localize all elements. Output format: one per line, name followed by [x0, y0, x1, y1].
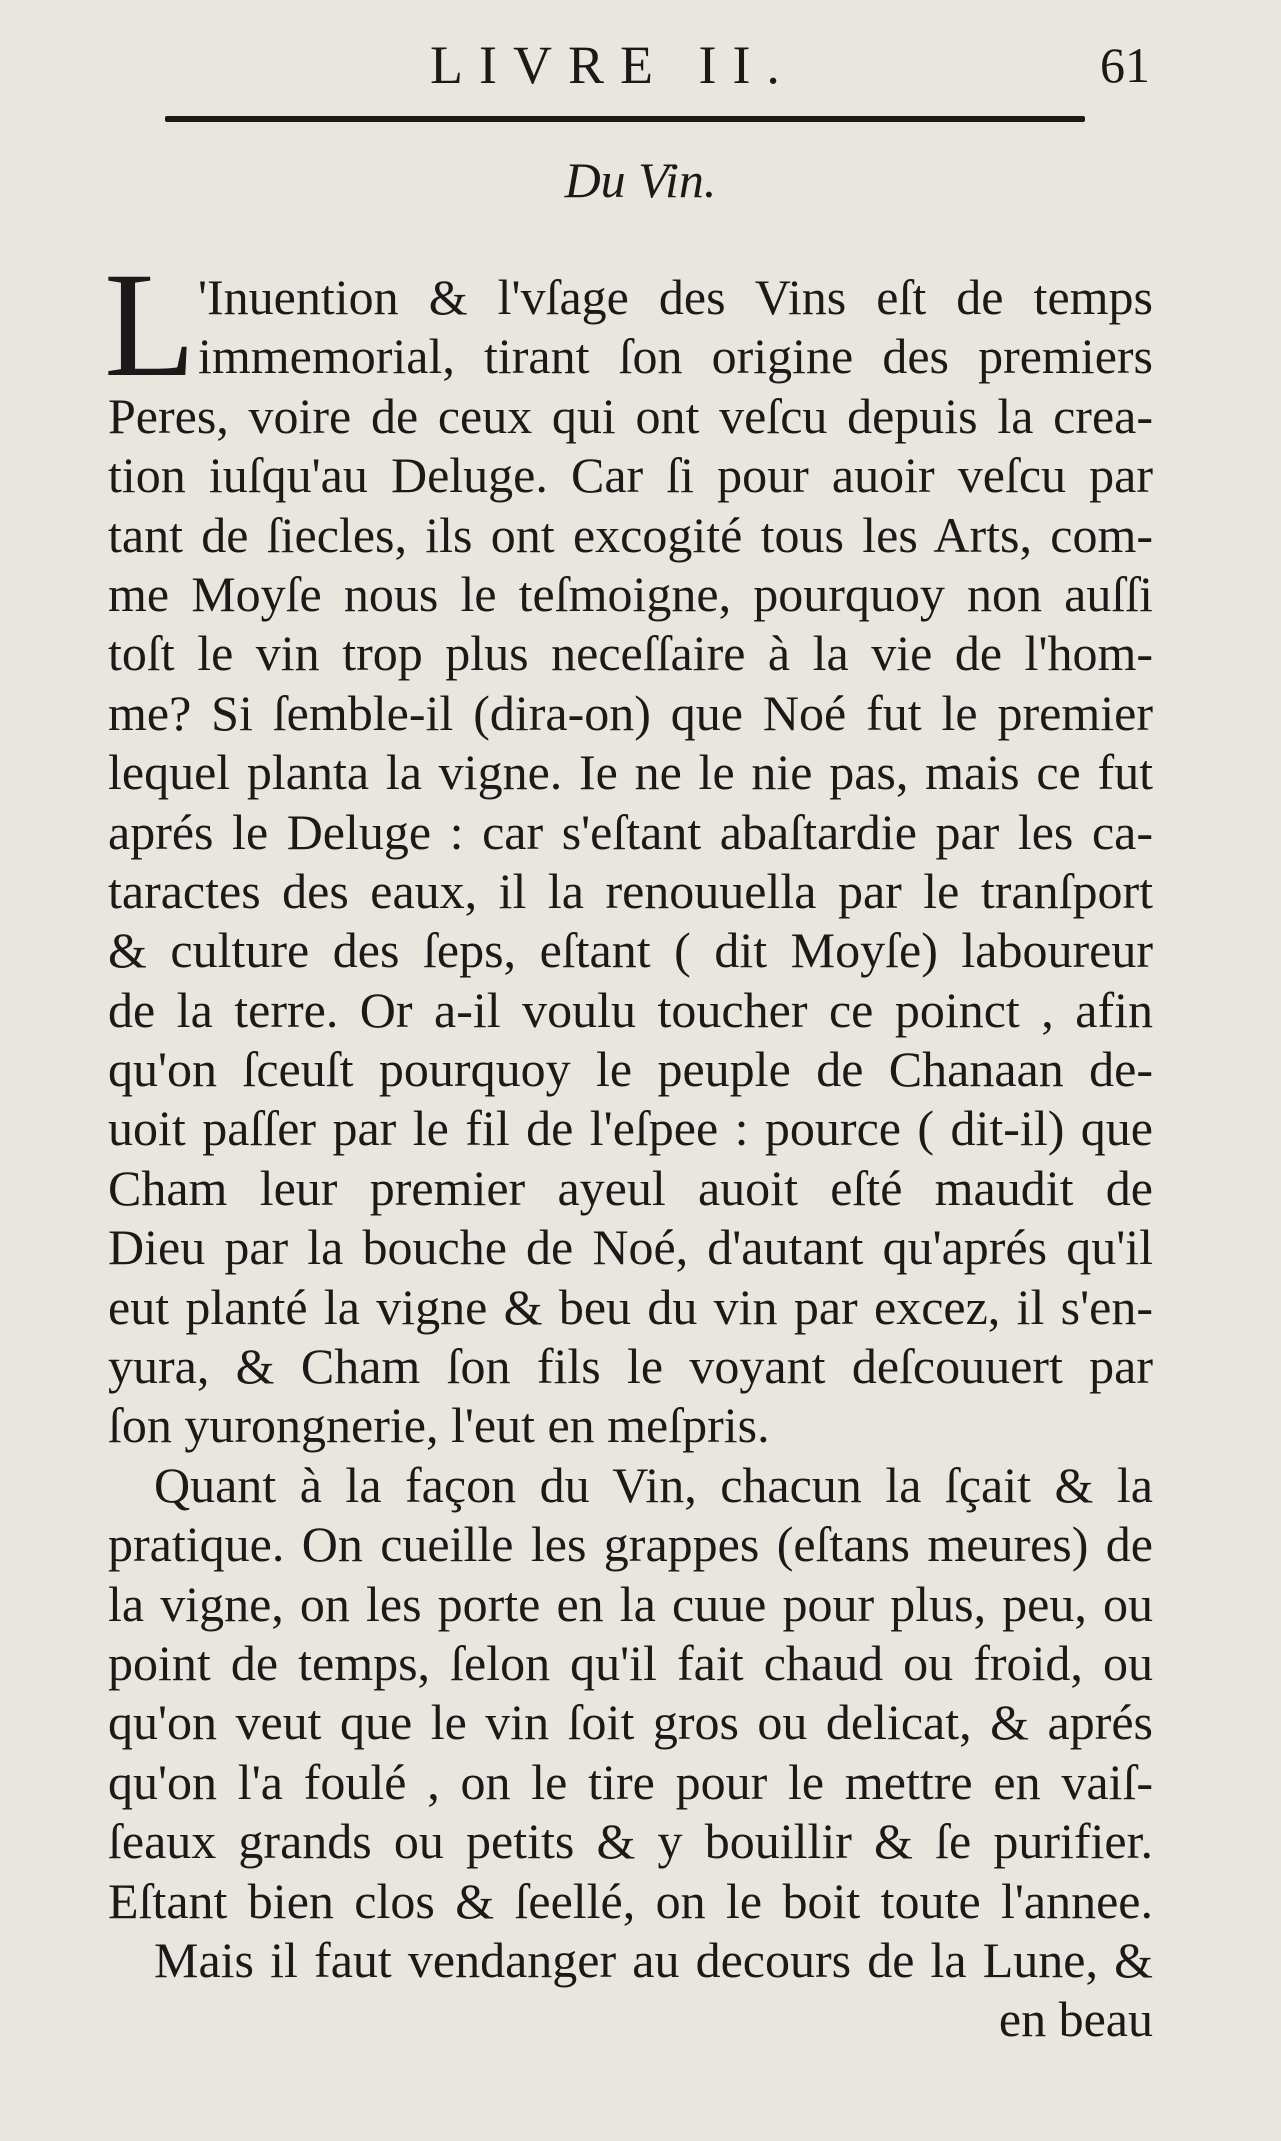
text-line: yura, & Cham ſon fils le voyant deſcouuert par	[108, 1338, 1153, 1395]
text-line: ſeaux grands ou petits & y bouillir & ſe purifier.	[108, 1813, 1153, 1870]
text-line: tant de ſiecles, ils ont excogité tous les Arts, com-	[108, 506, 1153, 563]
text-line: me? Si ſemble-il (dira-on) que Noé fut le premier	[108, 684, 1153, 741]
running-title: LIVRE II.	[430, 35, 796, 95]
paragraph-2	[108, 1456, 1153, 1931]
catchword: en beau	[998, 1991, 1153, 2048]
page-number: 61	[1100, 37, 1150, 93]
text-line: qu'on veut que le vin ſoit gros ou delicat, & aprés	[108, 1694, 1153, 1751]
text-line: me Moyſe nous le teſmoigne, pourquoy non auſſi	[108, 565, 1153, 622]
text-line: lequel planta la vigne. Ie ne le nie pas, mais ce fut	[108, 744, 1153, 801]
text-line: Quant à la façon du Vin, chacun la ſçait & la	[154, 1456, 1153, 1513]
text-line: & culture des ſeps, eſtant ( dit Moyſe) laboureur	[108, 922, 1153, 979]
text-line: uoit paſſer par le fil de l'eſpee : pource ( dit-il) que	[108, 1100, 1153, 1157]
text-line: 'Inuention & l'vſage des Vins eſt de temps	[198, 269, 1153, 325]
text-line: ſon yurongnerie, l'eut en meſpris.	[108, 1397, 770, 1454]
text-line: de la terre. Or a-il voulu toucher ce poinct , afin	[108, 981, 1153, 1038]
text-line: la vigne, on les porte en la cuue pour plus, peu, ou	[108, 1575, 1153, 1632]
text-body	[104, 242, 1153, 2050]
text-line: Peres, voire de ceux qui ont veſcu depuis la crea-	[108, 387, 1153, 444]
drop-cap: L	[104, 242, 196, 408]
text-line: Mais il faut vendanger au decours de la Lune, &	[154, 1931, 1153, 1988]
paragraph-3	[108, 1931, 1153, 1990]
section-title: Du Vin.	[564, 152, 717, 208]
text-line: toſt le vin trop plus neceſſaire à la vie de l'hom-	[108, 625, 1153, 682]
paragraph-1	[104, 242, 1153, 1456]
text-line: qu'on l'a foulé , on le tire pour le mettre en vaiſ-	[108, 1753, 1153, 1810]
text-line: point de temps, ſelon qu'il fait chaud ou froid, ou	[108, 1634, 1153, 1691]
text-line: tion iuſqu'au Deluge. Car ſi pour auoir veſcu par	[108, 447, 1153, 504]
text-line: qu'on ſceuſt pourquoy le peuple de Chanaan de-	[108, 1041, 1153, 1098]
text-line: aprés le Deluge : car s'eſtant abaſtardie par les ca-	[108, 803, 1153, 860]
text-line: taractes des eaux, il la renouuella par le tranſport	[108, 862, 1153, 919]
header-rule	[165, 116, 1085, 122]
text-line: Dieu par la bouche de Noé, d'autant qu'aprés qu'il	[108, 1219, 1153, 1276]
text-line: immemorial, tirant ſon origine des premiers	[198, 328, 1153, 385]
text-line: Cham leur premier ayeul auoit eſté maudit de	[108, 1159, 1153, 1216]
page-header	[160, 30, 1150, 100]
text-line: Eſtant bien clos & ſeellé, on le boit toute l'annee.	[108, 1872, 1153, 1929]
text-line: pratique. On cueille les grappes (eſtans meures) de	[108, 1516, 1153, 1573]
text-line: eut planté la vigne & beu du vin par excez, il s'en-	[108, 1278, 1153, 1335]
